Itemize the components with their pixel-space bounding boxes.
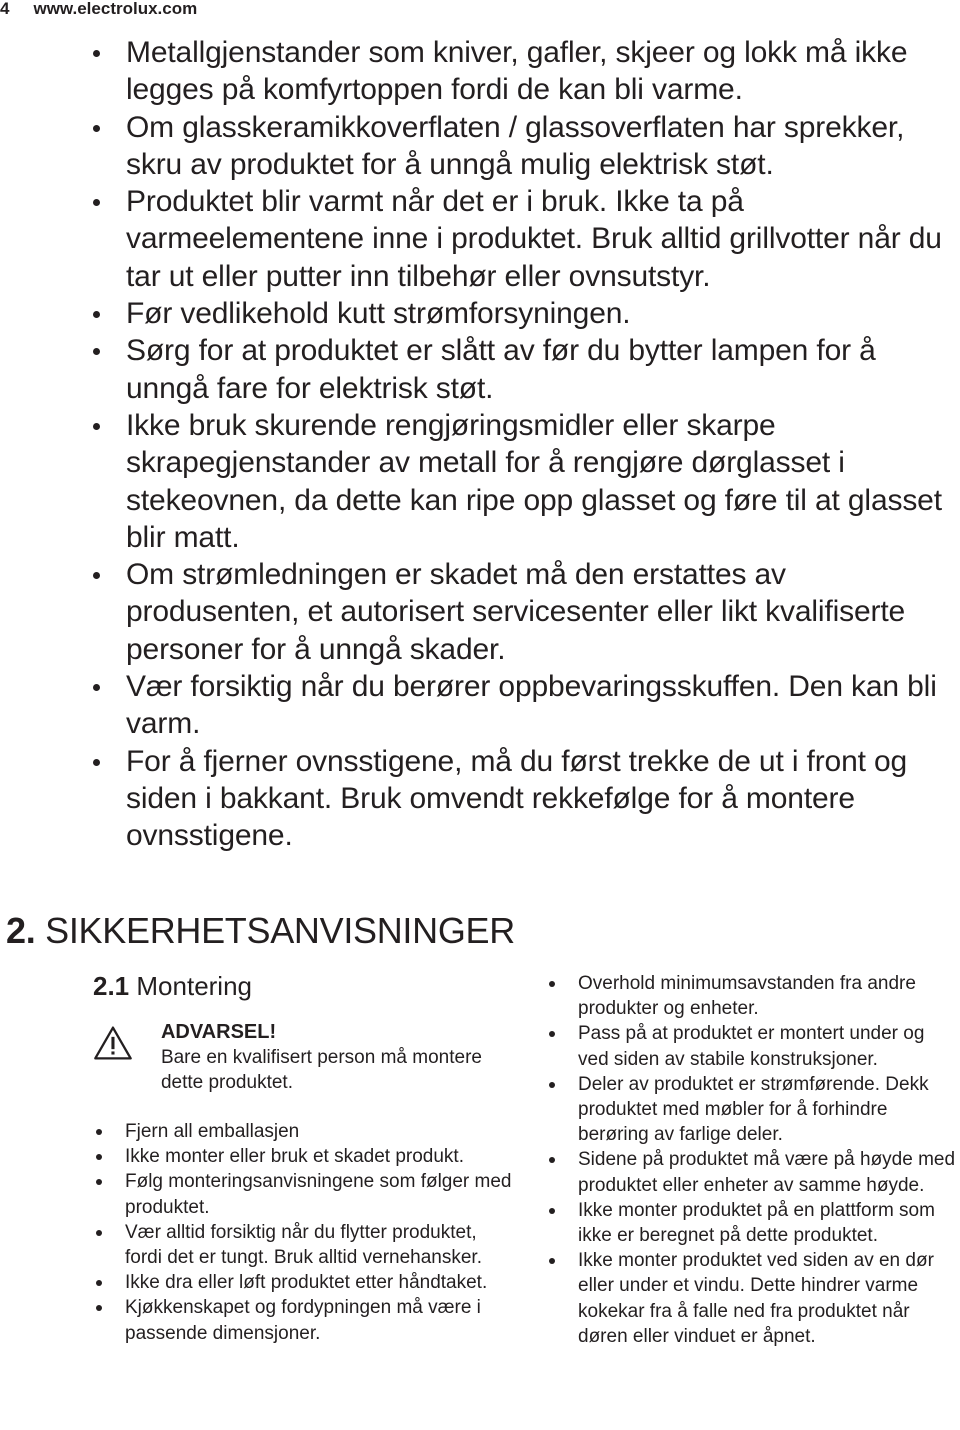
website-url: www.electrolux.com [33,0,198,18]
list-item: Vær forsiktig når du berører oppbevaringsskuffen. Den kan bli varm. [0,668,960,743]
list-item: Deler av produktet er strømførende. Dekk produktet med møbler for å forhindre berøring av farlige deler. [546,1072,960,1148]
warning-text-block [161,1020,513,1095]
warning-body: Bare en kvalifisert person må montere dette produktet. [160,1047,482,1093]
list-item: Fjern all emballasjen [93,1119,513,1144]
list-item: Metallgjenstander som kniver, gafler, skjeer og lokk må ikke legges på komfyrtoppen fordi de kan bli varme. [0,34,960,109]
list-item: Sidene på produktet må være på høyde med produktet eller enheter av samme høyde. [546,1147,960,1197]
list-item: Ikke monter eller bruk et skadet produkt. [93,1144,513,1169]
list-item: Ikke bruk skurende rengjøringsmidler eller skarpe skrapegjenstander av metall for å rengjøre dørglasset i stekeovnen, da dette kan ripe opp glasset og føre til at glasset blir matt. [0,407,960,556]
list-item: Kjøkkenskapet og fordypningen må være i passende dimensjoner. [93,1295,513,1345]
warning-heading: ADVARSEL! [160,1021,277,1043]
list-item: Ikke monter produktet ved siden av en dør eller under et vindu. Dette hindrer varme kokekar fra å falle ned fra produktet når døren eller vinduet er åpnet. [546,1248,960,1349]
warning-triangle-icon [93,1020,133,1066]
list-item: Sørg for at produktet er slått av før du bytter lampen for å unngå fare for elektrisk støt. [0,332,960,407]
page-header [0,0,197,20]
warning-box [93,1020,513,1095]
left-bullet-list [93,1119,513,1346]
top-bullet-list [0,34,960,855]
section-title: SIKKERHETSANVISNINGER [45,910,515,951]
subsection-heading [93,968,252,1004]
section-heading [6,909,515,953]
list-item: Vær alltid forsiktig når du flytter produktet, fordi det er tungt. Bruk alltid vernehansker. [93,1220,513,1270]
subsection-title: Montering [136,971,253,1001]
right-bullet-list [546,971,960,1349]
list-item: For å fjerner ovnsstigene, må du først trekke de ut i front og siden i bakkant. Bruk omvendt rekkefølge for å montere ovnsstigene. [0,743,960,855]
list-item: Om strømledningen er skadet må den erstattes av produsenten, et autorisert servicesenter eller likt kvalifiserte personer for å unngå skader. [0,556,960,668]
subsection-number: 2.1 [93,971,130,1001]
list-item: Følg monteringsanvisningene som følger med produktet. [93,1169,513,1219]
list-item: Ikke dra eller løft produktet etter håndtaket. [93,1270,513,1295]
list-item: Før vedlikehold kutt strømforsyningen. [0,295,960,332]
list-item: Produktet blir varmt når det er i bruk. Ikke ta på varmeelementene inne i produktet. Bruk alltid grillvotter når du tar ut eller putter inn tilbehør eller ovnsutstyr. [0,183,960,295]
list-item: Overhold minimumsavstanden fra andre produkter og enheter. [546,971,960,1021]
page-number: 4 [0,0,10,18]
list-item: Pass på at produktet er montert under og ved siden av stabile konstruksjoner. [546,1021,960,1071]
list-item: Ikke monter produktet på en plattform som ikke er beregnet på dette produktet. [546,1198,960,1248]
list-item: Om glasskeramikkoverflaten / glassoverflaten har sprekker, skru av produktet for å unngå mulig elektrisk støt. [0,109,960,184]
section-number: 2. [6,910,36,951]
